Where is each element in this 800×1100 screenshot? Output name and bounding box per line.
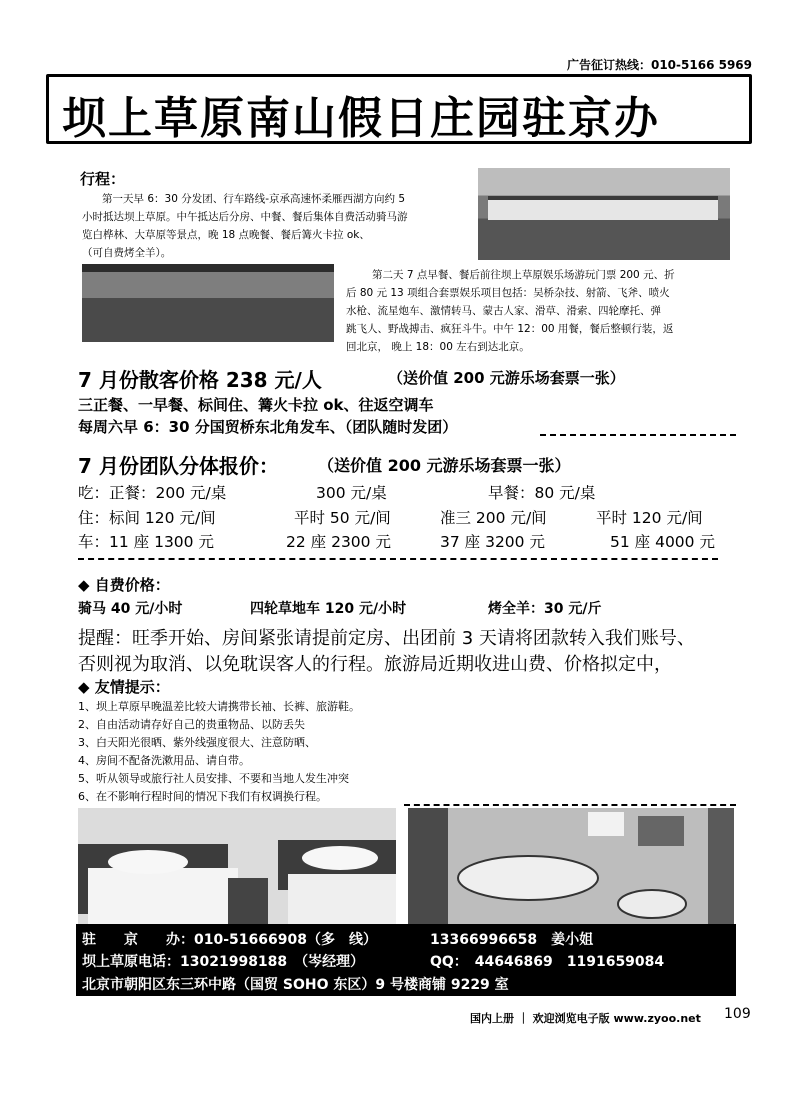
- bus-37-seat-price: 37 座 3200 元: [440, 533, 545, 551]
- page-title: 坝上草原南山假日庄园驻京办: [62, 93, 660, 144]
- day2-line-5: 回北京， 晚上 18：00 左右到达北京。: [346, 341, 530, 353]
- meal-lunch-price: 吃：正餐：200 元/桌: [78, 484, 227, 502]
- tip-item: 1、坝上草原早晚温差比较大请携带长袖、长裤、旅游鞋。: [78, 700, 360, 713]
- bus-51-seat-price: 51 座 4000 元: [610, 533, 715, 551]
- bathroom-photo: [408, 808, 734, 924]
- group-price-heading: 7 月份团队分体报价：: [78, 454, 279, 478]
- tip-item: 6、在不影响行程时间的情况下我们有权调换行程。: [78, 790, 327, 803]
- individual-departure: 每周六早 6：30 分国贸桥东北角发车、（团队随时发团）: [78, 418, 458, 436]
- meal-breakfast-price: 早餐：80 元/桌: [488, 484, 596, 502]
- ranch-building-photo: [478, 168, 730, 260]
- room-3star-price: 准三 200 元/间: [440, 509, 547, 527]
- divider: [540, 434, 736, 436]
- day2-line-3: 水枪、流星炮车、激情转马、蒙古人家、滑草、滑索、四轮摩托、弹: [346, 305, 661, 317]
- bus-11-seat-price: 车：11 座 1300 元: [78, 533, 214, 551]
- individual-inclusions: 三正餐、一早餐、标间住、篝火卡拉 ok、往返空调车: [78, 396, 434, 414]
- meal-dinner-price: 300 元/桌: [316, 484, 387, 502]
- tip-item: 3、白天阳光很晒、紫外线强度很大、注意防晒、: [78, 736, 316, 749]
- ad-hotline: 广告征订热线：010-5166 5969: [566, 58, 752, 72]
- tip-item: 4、房间不配备洗漱用品、请自带。: [78, 754, 250, 767]
- reminder-line-1: 提醒：旺季开始、房间紧张请提前定房、出团前 3 天请将团款转入我们账号、: [78, 628, 695, 649]
- room-3star-weekday-price: 平时 120 元/间: [596, 509, 703, 527]
- day1-line-1: 第一天早 6：30 分发团、行车路线-京承高速怀柔雁西湖方向约 5: [102, 193, 406, 205]
- tips-title: ◆ 友情提示：: [78, 678, 170, 696]
- guest-room-photo: [78, 808, 396, 924]
- selfpay-title: ◆ 自费价格：: [78, 576, 170, 594]
- day1-line-3: 览白桦林、大草原等景点，晚 18 点晚餐、餐后篝火卡拉 ok、: [82, 229, 370, 241]
- contact-bar: [76, 924, 736, 996]
- divider: [404, 804, 736, 806]
- selfpay-horse: 骑马 40 元/小时: [78, 601, 183, 617]
- bus-22-seat-price: 22 座 2300 元: [286, 533, 391, 551]
- bonfire-night-photo: [82, 264, 334, 342]
- day1-line-4: （可自费烤全羊）。: [82, 247, 172, 259]
- beijing-office-phone: 驻 京 办：010-51666908（多 线）: [82, 932, 377, 948]
- divider: [78, 558, 718, 560]
- room-standard-price: 住：标间 120 元/间: [78, 509, 216, 527]
- day1-line-2: 小时抵达坝上草原。中午抵达后分房、中餐、餐后集体自费活动骑马游: [82, 211, 408, 223]
- individual-price-heading: 7 月份散客价格 238 元/人: [78, 368, 322, 392]
- day2-line-4: 跳飞人、野战搏击、疯狂斗牛。中午 12：00 用餐，餐后整顿行装，返: [346, 323, 674, 335]
- tip-item: 5、听从领导或旅行社人员安排、不要和当地人发生冲突: [78, 772, 349, 785]
- page-number: 109: [724, 1006, 751, 1022]
- room-weekday-price: 平时 50 元/间: [294, 509, 391, 527]
- reminder-line-2: 否则视为取消、以免耽误客人的行程。旅游局近期收进山费、价格拟定中，: [78, 654, 672, 675]
- day2-line-1: 第二天 7 点早餐、餐后前往坝上草原娱乐场游玩门票 200 元、折: [372, 269, 675, 281]
- qq-numbers: QQ： 44646869 1191659084: [430, 954, 665, 970]
- office-address: 北京市朝阳区东三环中路（国贸 SOHO 东区）9 号楼商铺 9229 室: [82, 977, 509, 993]
- individual-bonus: （送价值 200 元游乐场套票一张）: [388, 369, 625, 387]
- grassland-phone: 坝上草原电话：13021998188 （岑经理）: [82, 954, 365, 970]
- tip-item: 2、自由活动请存好自己的贵重物品、以防丢失: [78, 718, 305, 731]
- group-bonus: （送价值 200 元游乐场套票一张）: [318, 456, 571, 475]
- itinerary-title: 行程：: [80, 170, 126, 188]
- beijing-office-mobile: 13366996658 姜小姐: [430, 932, 594, 948]
- day2-line-2: 后 80 元 13 项组合套票娱乐项目包括：吴桥杂技、射箭、飞斧、喷火: [346, 287, 670, 299]
- selfpay-lamb: 烤全羊：30 元/斤: [488, 601, 602, 617]
- selfpay-atv: 四轮草地车 120 元/小时: [250, 601, 407, 617]
- footer-text: 国内上册 ｜ 欢迎浏览电子版 www.zyoo.net: [470, 1012, 701, 1025]
